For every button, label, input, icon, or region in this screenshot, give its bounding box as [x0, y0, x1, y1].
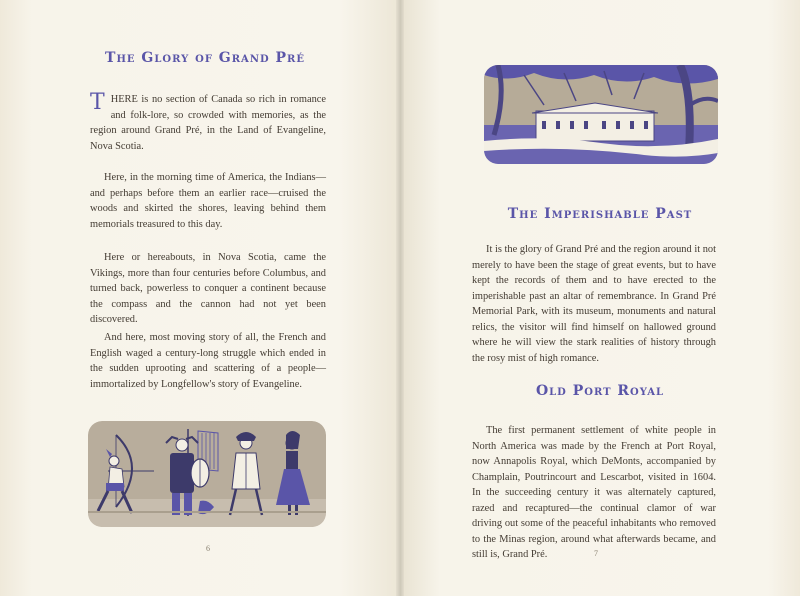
intro-paragraph [90, 92, 326, 154]
intro-paragraph-text: HERE is no section of Canada so rich in romance and folk-lore, so crowded with memories, as the region around Grand Pré, in the Land of Evangeline, Nova Scotia. [90, 94, 326, 152]
grand-pre-illustration [484, 65, 718, 164]
grand-pre-illustration-svg [484, 65, 718, 164]
imperishable-past-paragraph: It is the glory of Grand Pré and the region around it not merely to have been the stage of great events, but to have kept the records of them and to have erected to the imperishable past an altar of remembrance. In Grand Pré Memorial Park, with its museum, monuments and natural relics, the visitor will find himself on hallowed ground where he will view the stark realities of history through the rosy mist of high romance. [472, 244, 716, 364]
right-page-number: 7 [594, 549, 598, 558]
figures-illustration [88, 421, 326, 527]
drop-cap: T [90, 90, 105, 115]
left-page-heading: The Glory of Grand Pré [105, 50, 305, 66]
vikings-paragraph: Here or hereabouts, in Nova Scotia, came the Vikings, more than four centuries before Columbus, and turned back, powerless to conquer a continent because the compass and the cannon had not yet been discovered. [90, 252, 326, 325]
book-gutter [396, 0, 404, 596]
indians-paragraph: Here, in the morning time of America, the Indians—and perhaps before them an earlier race—cruised the woods and skirted the shores, leaving behind them memorials treasured to this day. [90, 172, 326, 230]
old-port-royal-heading: Old Port Royal [535, 383, 665, 399]
left-page-number: 6 [206, 544, 210, 553]
figures-illustration-svg [88, 421, 326, 527]
french-english-paragraph: And here, most moving story of all, the French and English waged a century-long struggle which ended in the sudden uprooting and scattering of a people—immortalized by Longfellow's story of Evangeline. [90, 332, 326, 390]
right-page [400, 0, 800, 596]
imperishable-past-heading: The Imperishable Past [507, 206, 693, 222]
old-port-royal-paragraph: The first permanent settlement of white people in North America was made by the French at Port Royal, now Annapolis Royal, which DeMonts, accompanied by Champlain, Poutrincourt and Lescarbot, visited in 1604. In the succeeding century it was alternately captured, razed and recaptured—the continual clamor of war driving out some of the peaceful inhabitants who removed to the Minas region, around what afterwards became, and still is, Grand Pré. [472, 425, 716, 560]
